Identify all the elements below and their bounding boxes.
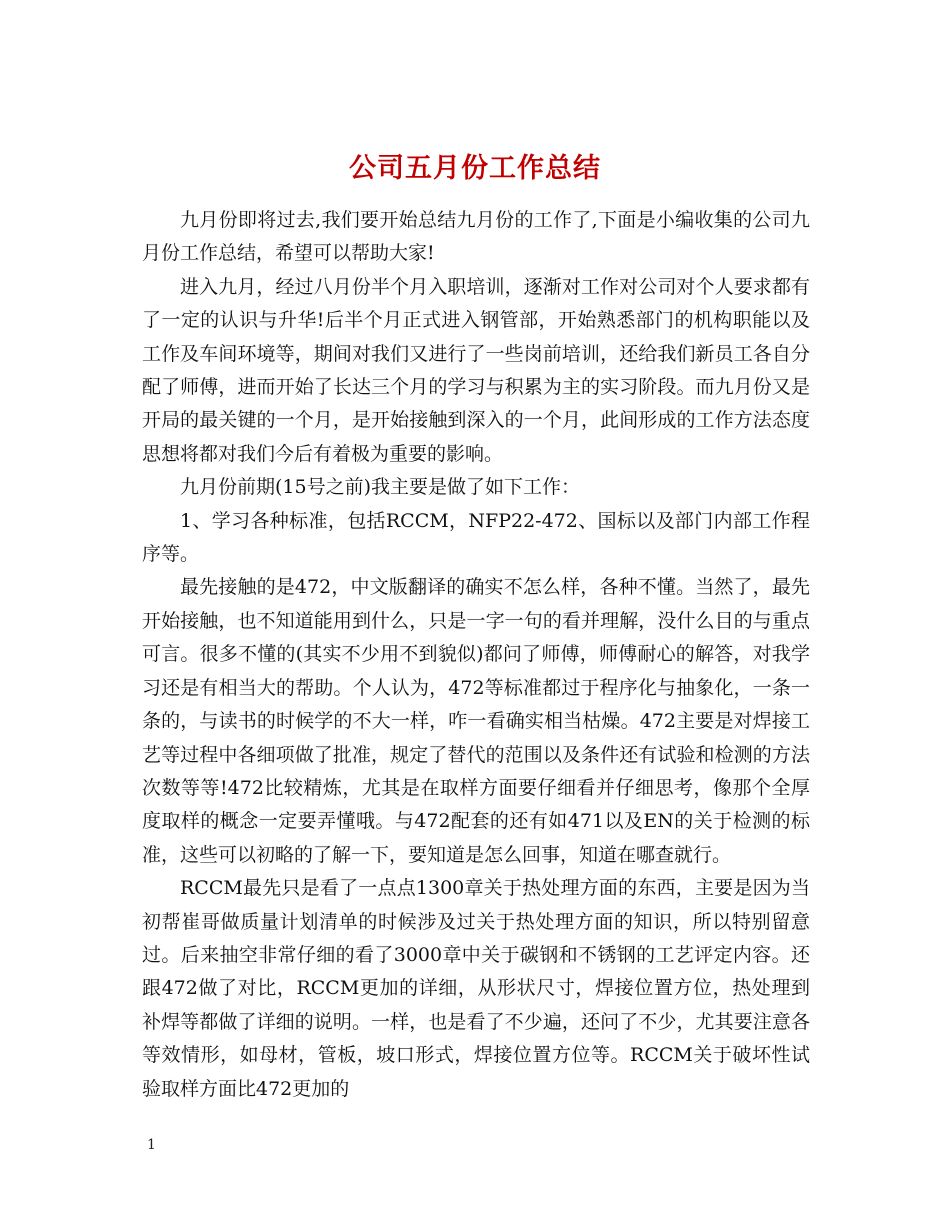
page-number: 1 (147, 1137, 156, 1153)
document-body (142, 204, 810, 1106)
paragraph-rccm: RCCM最先只是看了一点点1300章关于热处理方面的东西，主要是因为当初帮崔哥做质量计划清单的时候涉及过关于热处理方面的知识，所以特别留意过。后来抽空非常仔细的看了3000章中关于碳钢和不锈钢的工艺评定内容。还跟472做了对比，RCCM更加的详细，从形状尺寸，焊接位置方位，热处理到补焊等都做了详细的说明。一样，也是看了不少遍，还问了不少，尤其要注意各等效情形，如母材，管板，坡口形式，焊接位置方位等。RCCM关于破坏性试验取样方面比472更加的 (142, 877, 810, 1100)
document-title: 公司五月份工作总结 (349, 153, 601, 185)
paragraph-item-1: 1、学习各种标准，包括RCCM，NFP22-472、国标以及部门内部工作程序等。 (142, 509, 810, 566)
paragraph-september-start: 进入九月，经过八月份半个月入职培训，逐渐对工作对公司对个人要求都有了一定的认识与升华!后半个月正式进入钢管部，开始熟悉部门的机构职能以及工作及车间环境等，期间对我们又进行了一些岗前培训，还给我们新员工各自分配了师傅，进而开始了长达三个月的学习与积累为主的实习阶段。而九月份又是开局的最关键的一个月，是开始接触到深入的一个月，此间形成的工作方法态度思想将都对我们今后有着极为重要的影响。 (142, 275, 810, 465)
paragraph-early-september: 九月份前期(15号之前)我主要是做了如下工作： (180, 476, 581, 499)
paragraph-intro: 九月份即将过去,我们要开始总结九月份的工作了,下面是小编收集的公司九月份工作总结，希望可以帮助大家! (142, 209, 810, 265)
paragraph-standard-472: 最先接触的是472，中文版翻译的确实不怎么样，各种不懂。当然了，最先开始接触，也不知道能用到什么，只是一字一句的看并理解，没什么目的与重点可言。很多不懂的(其实不少用不到貌似)都问了师傅，师傅耐心的解答，对我学习还是有相当大的帮助。个人认为，472等标准都过于程序化与抽象化，一条一条的，与读书的时候学的不大一样，咋一看确实相当枯燥。472主要是对焊接工艺等过程中各细项做了批准，规定了替代的范围以及条件还有试验和检测的方法次数等等!472比较精炼，尤其是在取样方面要仔细看并仔细思考，像那个全厚度取样的概念一定要弄懂哦。与472配套的还有如471以及EN的关于检测的标准，这些可以初略的了解一下，要知道是怎么回事，知道在哪查就行。 (142, 576, 810, 866)
